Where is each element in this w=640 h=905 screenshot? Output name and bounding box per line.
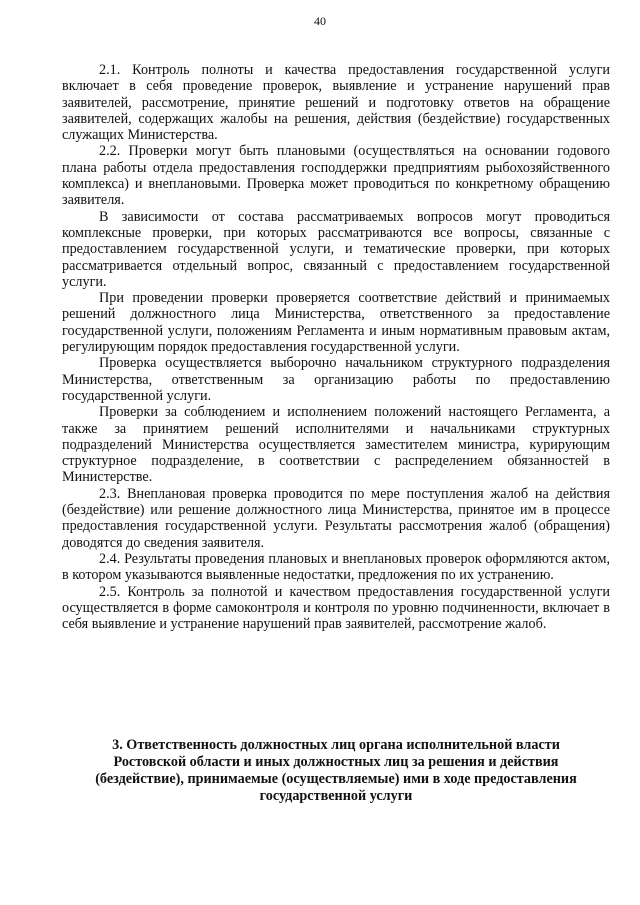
paragraph-2-1: 2.1. Контроль полноты и качества предоставления государственной услуги включает в себя проведение проверок, выявление и устранение нарушений прав заявителей, рассмотрение, принятие решений и подготовку ответов на обращение заявителей, содержащих жалобы на решения, действия (бездействие) государственных служащих Министерства. (62, 62, 610, 144)
paragraph-regulation-compliance: Проверки за соблюдением и исполнением положений настоящего Регламента, а также за принятием решений исполнителями и начальниками структурных подразделений Министерства осуществляется заместителем министра, курирующим структурное подразделение, в соответствии с распределением обязанностей в Министерстве. (62, 404, 610, 486)
paragraph-2-5: 2.5. Контроль за полнотой и качеством предоставления государственной услуги осуществляется в форме самоконтроля и контроля по уровню подчиненности, включает в себя выявление и устранение нарушений прав заявителей, рассмотрение жалоб. (62, 583, 610, 633)
paragraph-2-3: 2.3. Внеплановая проверка проводится по мере поступления жалоб на действия (бездействие) или решение должностного лица Министерства, принятое им в процессе предоставления государственной услуги. Результаты рассмотрения жалоб (обращения) доводятся до сведения заявителя. (62, 485, 610, 551)
paragraph-2-4: 2.4. Результаты проведения плановых и внеплановых проверок оформляются актом, в котором указываются выявленные недостатки, предложения по их устранению. (62, 550, 610, 584)
page-number: 40 (314, 14, 326, 28)
paragraph-check-conduct: При проведении проверки проверяется соответствие действий и принимаемых решений должностного лица Министерства, ответственного за предоставление государственной услуги, положениям Регламента и иным нормативным правовым актам, регулирующим порядок предоставления государственной услуги. (62, 290, 610, 356)
paragraph-2-2: 2.2. Проверки могут быть плановыми (осуществляться на основании годового плана работы отдела предоставления господдержки предприятиям рыбохозяйственного комплекса) и внеплановыми. Проверка может проводиться по конкретному обращению заявителя. (62, 143, 610, 209)
section-heading (62, 737, 610, 805)
paragraph-complex-checks: В зависимости от состава рассматриваемых вопросов могут проводиться комплексные проверки, при которых рассматриваются все вопросы, связанные с предоставлением государственной услуги, и тематические проверки, при которых рассматривается отдельный вопрос, связанный с предоставлением государственной услуги. (62, 208, 610, 290)
body-text (62, 62, 610, 632)
section-heading-line: государственной услуги (259, 788, 413, 804)
paragraph-selective-check: Проверка осуществляется выборочно начальником структурного подразделения Министерства, ответственным за организацию работы по предоставлению государственной услуги. (62, 355, 610, 404)
section-heading-line: 3. Ответственность должностных лиц органа исполнительной власти (112, 737, 560, 753)
section-heading-line: (бездействие), принимаемые (осуществляемые) ими в ходе предоставления (95, 771, 577, 787)
section-heading-line: Ростовской области и иных должностных лиц за решения и действия (113, 754, 559, 770)
